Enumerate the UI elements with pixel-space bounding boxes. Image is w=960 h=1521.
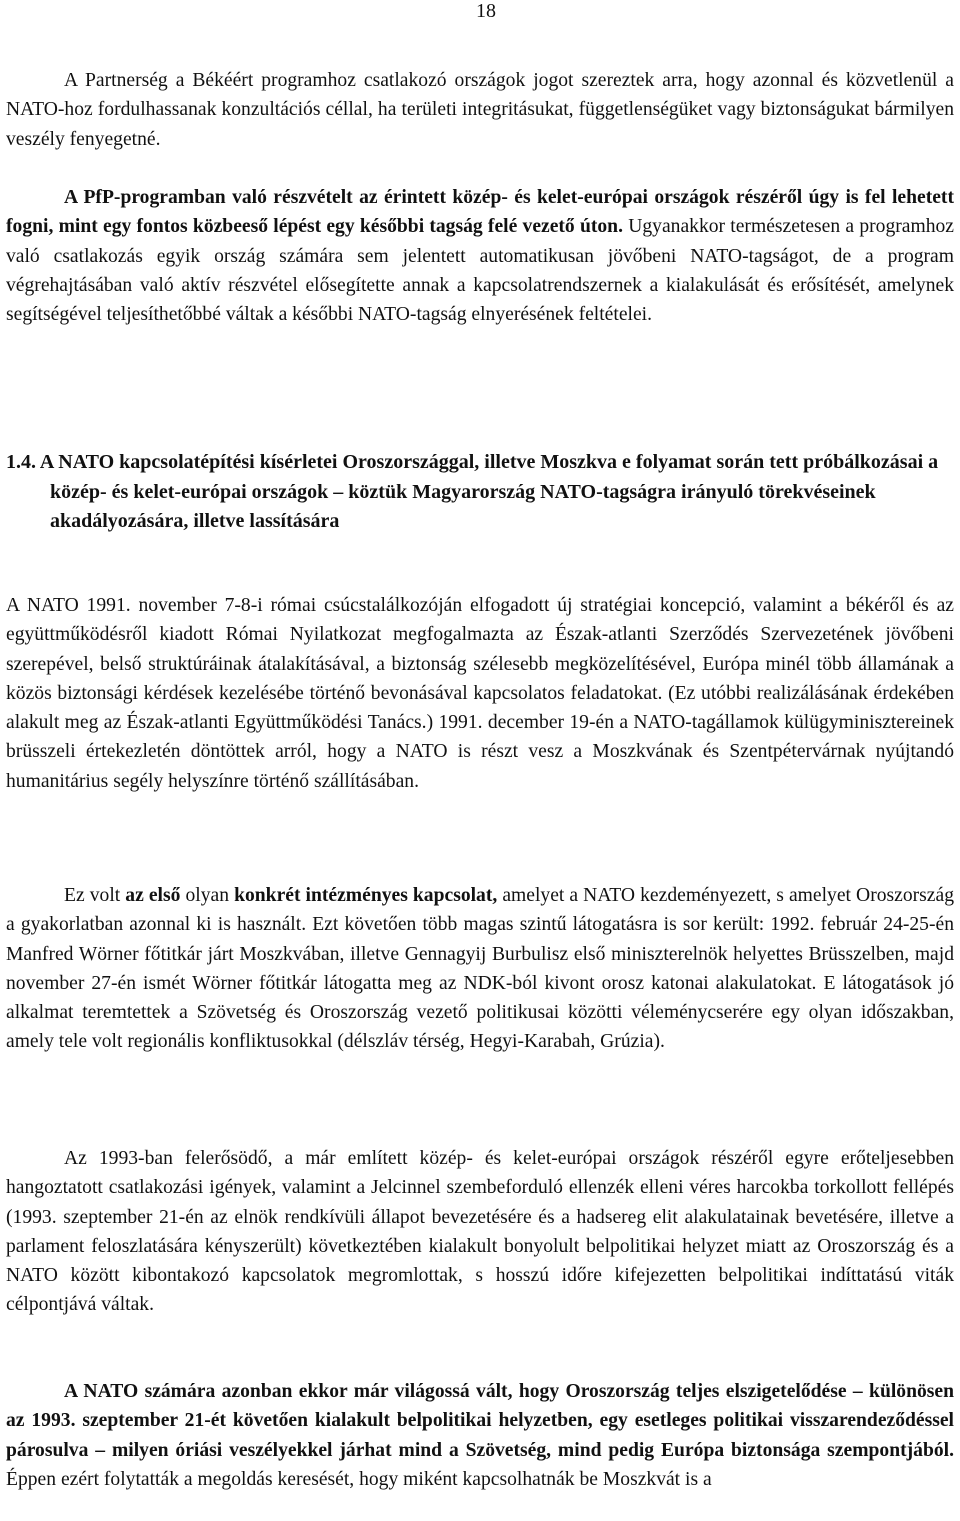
paragraph-pfp-participation-rest: Ugyanakkor természetesen a programhoz való csatlakozás egyik ország számára sem jelentett automatikusan jövőbeni NATO-tagságot, de a program végrehajtásában való aktív részvétel elősegítette annak a kapcsolatrendszernek a kialakulását és erősítését, amelynek segítségével teljesíthetőbbé váltak a későbbi NATO-tagság elnyerésének feltételei. (6, 216, 954, 326)
paragraph-pfp-participation-bold: A PfP-programban való részvételt az érintett közép- és kelet-európai országok részéről úgy is fel lehetett fogni, mint egy fontos közbeeső lépést egy későbbi tagság felé vezető úton. (6, 187, 954, 238)
page-number: 18 (476, 0, 496, 22)
p4-part-c: olyan (180, 885, 235, 906)
section-heading (6, 448, 954, 537)
paragraph-nato-isolation (6, 1377, 954, 1494)
paragraph-pfp-participation (6, 183, 954, 329)
section-number: 1.4. (6, 451, 36, 473)
paragraph-rome-summit: A NATO 1991. november 7-8-i római csúcstalálkozóján elfogadott új stratégiai koncepció, valamint a békéről és az együttműködésről kiadott Római Nyilatkozat megfogalmazta az Észak-atlanti Szerződés Szervezetének jövőbeni szerepével, belső struktúráinak átalakításával, a biztonság szélesebb megközelítésével, Európa minél több államának a közös biztonsági kérdések kezelésébe történő bevonásával kapcsolatos feladatokat. (Ez utóbbi realizálásának érdekében alakult meg az Észak-atlanti Együttműködési Tanács.) 1991. december 19-én a NATO-tagállamok külügyminisztereinek brüsszeli értekezletén döntöttek arról, hogy a NATO is részt vesz a Moszkvának és Szentpétervárnak nyújtandó humanitárius segély helyszínre történő szállításában. (6, 595, 954, 792)
p4-part-d: konkrét intézményes kapcsolat, (234, 885, 498, 906)
p4-part-a: Ez volt (64, 885, 126, 906)
paragraph-first-contact (6, 881, 954, 1057)
paragraph-nato-isolation-rest: Éppen ezért folytatták a megoldás keresését, hogy miként kapcsolhatnák be Moszkvát is a (6, 1468, 712, 1490)
paragraph-1993-crisis: Az 1993-ban felerősödő, a már említett közép- és kelet-európai országok részéről egyre erőteljesebben hangoztatott csatlakozási igények, valamint a Jelcinnel szembeforduló ellenzék elleni véres harcokba torkollott fellépés (1993. szeptember 21-én az elnök rendkívüli állapot bevezetésére és a hadsereg elit alakulatainak bevetésére, illetve a parlament feloszlatására kényszerült) következtében kialakult bonyolult belpolitikai helyzet miatt az Oroszország és a NATO között kibontakozó kapcsolatok megromlottak, s hosszú időre kifejezetten belpolitikai indíttatású viták célpontjává váltak. (6, 1148, 954, 1316)
paragraph-nato-isolation-bold: A NATO számára azonban ekkor már világossá vált, hogy Oroszország teljes elszigetelődése – különösen az 1993. szeptember 21-ét követően kialakult belpolitikai helyzetben, egy esetleges politikai visszarendeződéssel párosulva – milyen óriási veszélyekkel járhat mind a Szövetség, mind pedig Európa biztonsága szempontjából. (6, 1381, 954, 1461)
p4-part-b: az első (125, 885, 181, 906)
p4-part-e: amelyet a NATO kezdeményezett, s amelyet Oroszország a gyakorlatban azonnal ki is használt. Ezt követően több magas szintű látogatásra is sor került: 1992. február 24-25-én Manfred Wörner főtitkár járt Moszkvában, illetve Gennagyij Burbulisz első miniszterelnök helyettes Brüsszelben, majd november 27-én ismét Wörner főtitkár látogatta meg az NDK-ból kivont orosz katonai alakulatokat. E látogatások jó alkalmat teremtettek a Szövetség és Oroszország vezető politikusai közötti véleménycserére egy olyan időszakban, amely tele volt regionális konfliktusokkal (délszláv térség, Hegyi-Karabah, Grúzia). (6, 885, 954, 1053)
section-title: A NATO kapcsolatépítési kísérletei Oroszországgal, illetve Moszkva e folyamat során tett próbálkozásai a közép- és kelet-európai országok – köztük Magyarország NATO-tagságra irányuló törekvéseinek akadályozására, illetve lassítására (39, 451, 939, 532)
paragraph-pfp-rights: A Partnerség a Békéért programhoz csatlakozó országok jogot szereztek arra, hogy azonnal és közvetlenül a NATO-hoz fordulhassanak konzultációs céllal, ha területi integritásukat, függetlenségüket vagy biztonságukat bármilyen veszély fenyegetné. (6, 70, 954, 150)
